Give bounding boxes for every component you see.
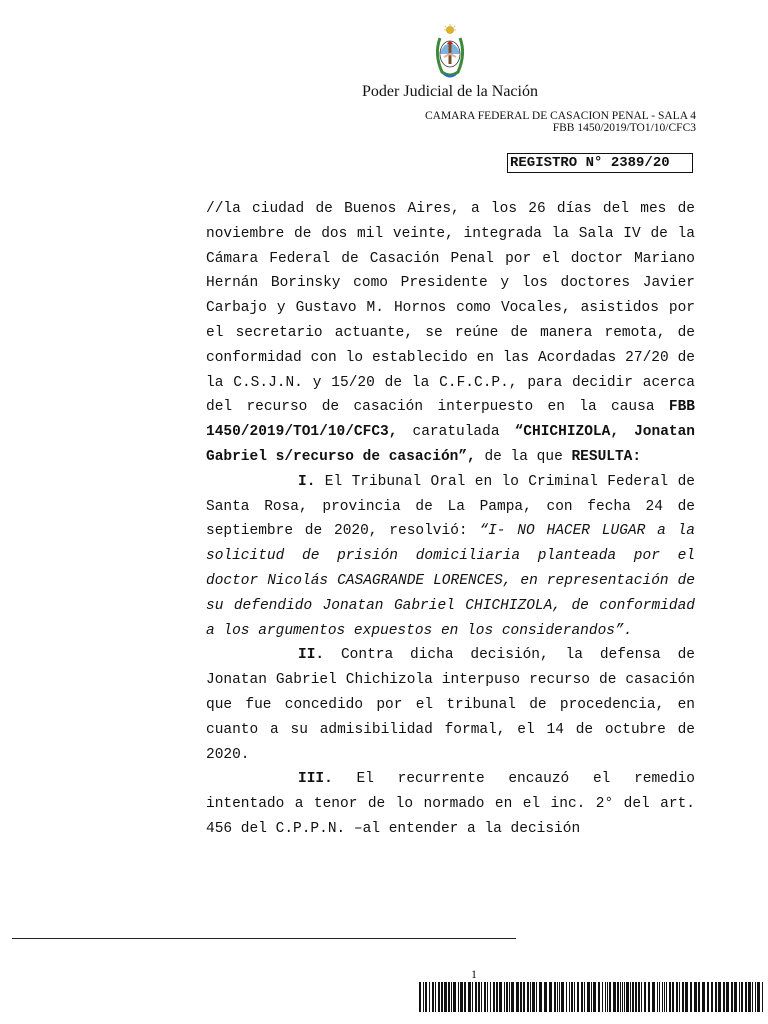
chamber-header [425, 110, 696, 134]
footnote-divider [12, 938, 516, 939]
registro-box: REGISTRO N° 2389/20 [507, 153, 693, 173]
section-number: II. [298, 647, 325, 664]
text: caratulada [397, 424, 515, 441]
section-number: I. [298, 473, 316, 490]
page-number: 1 [471, 967, 477, 981]
text: El recurrente encauzó el remedio intentado a tenor de lo normado en el inc. 2° del art. 456 del C.P.P.N. –al entender a la decisión [206, 771, 695, 837]
coat-of-arms-icon [430, 24, 470, 80]
paragraph-ii [206, 643, 695, 767]
chamber-name: CAMARA FEDERAL DE CASACION PENAL - SALA 4 [424, 110, 696, 122]
file-number: FBB 1450/2019/TO1/10/CFC3 [552, 122, 696, 134]
text: de la que [475, 448, 572, 465]
paragraph-opening [206, 197, 695, 470]
paragraph-iii [206, 767, 695, 841]
section-number: III. [298, 771, 333, 788]
paragraph-i [206, 470, 695, 644]
text: El Tribunal Oral en lo Criminal Federal de Santa Rosa, provincia de La Pampa, con fecha 24 de septiembre de 2020, resolvió: [206, 473, 695, 540]
case-title: “CHICHIZOLA, Jonatan Gabriel s/recurso de casación”, [206, 424, 696, 465]
case-number: FBB 1450/2019/TO1/10/CFC3, [206, 399, 695, 441]
quoted-resolution: “I- NO HACER LUGAR a la solicitud de prisión domiciliaria planteada por el doctor Nicolás CASAGRANDE LORENCES, en representación de su defendido Jonatan Gabriel CHICHIZOLA, de conformidad a los argumentos expuestos en los considerandos”. [206, 523, 695, 639]
resulta-heading: RESULTA: [571, 448, 642, 465]
document-body [206, 197, 695, 842]
text: //la ciudad de Buenos Aires, a los 26 días del mes de noviembre de dos mil veinte, integrada la Sala IV de la Cámara Federal de Casación Penal por el doctor Mariano Hernán Borinsky como Presidente y los doctores Javier Carbajo y Gustavo M. Hornos como Vocales, asistidos por el secretario actuante, se reúne de manera remota, de conformidad con lo establecido en las Acordadas 27/20 de la C.S.J.N. y 15/20 de la C.F.C.P., para decidir acerca del recurso de casación interpuesto en la causa [206, 201, 695, 416]
court-title: Poder Judicial de la Nación [362, 83, 538, 100]
barcode-icon [419, 982, 764, 1012]
text: Contra dicha decisión, la defensa de Jonatan Gabriel Chichizola interpuso recurso de casación que fue concedido por el tribunal de procedencia, en cuanto a su admisibilidad formal, el 14 de octubre de 2020. [206, 647, 695, 763]
